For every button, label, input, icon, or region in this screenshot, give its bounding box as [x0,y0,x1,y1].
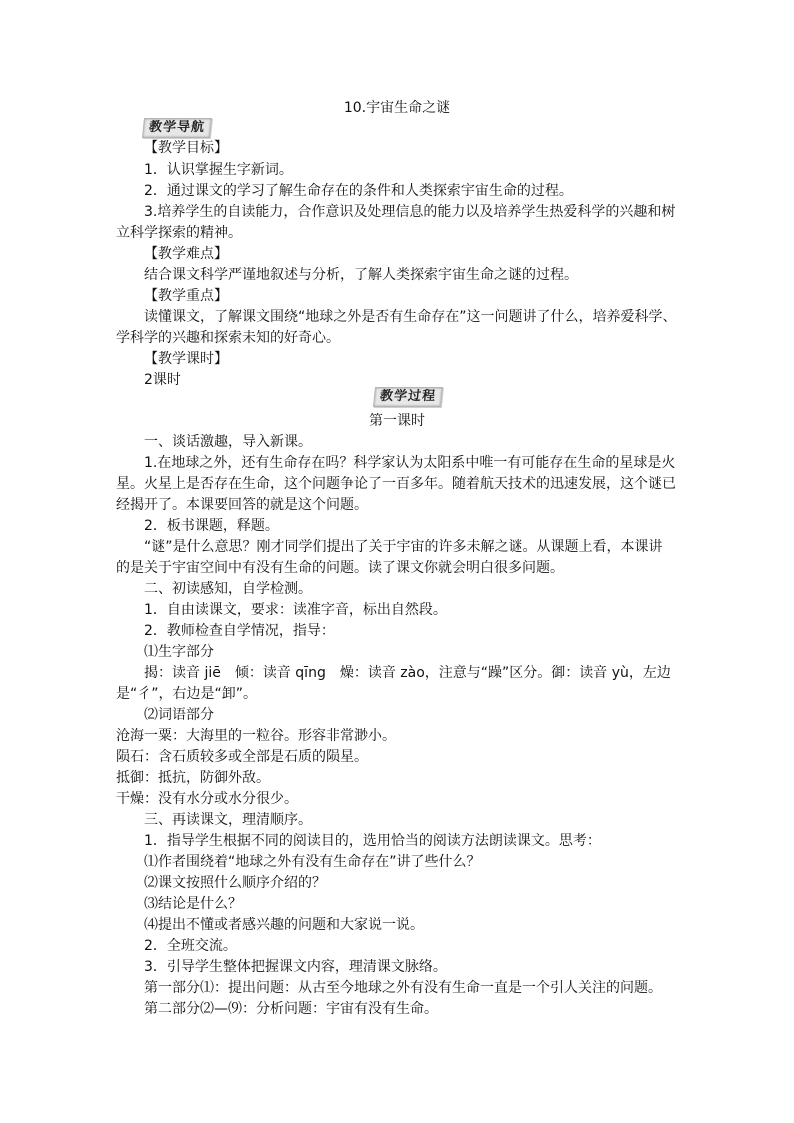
paragraph: 经揭开了。本课要回答的就是这个问题。 [116,497,368,513]
paragraph: 揭：读音 jiē 倾：读音 qīng 燥：读音 zào，注意与“躁”区分。御：读音 yù，左边 [144,665,671,681]
paragraph: 2．通过课文的学习了解生命存在的条件和人类探索宇宙生命的过程。 [144,183,573,199]
paragraph: “谜”是什么意思？刚才同学们提出了关于宇宙的许多未解之谜。从课题上看，本课讲 [144,539,663,555]
paragraph: 第二部分⑵—⑼：分析问题：宇宙有没有生命。 [144,1001,438,1017]
paragraph: 结合课文科学严谨地叙述与分析，了解人类探索宇宙生命之谜的过程。 [144,267,578,283]
document-title: 10.宇宙生命之谜 [343,100,451,116]
paragraph: 1．指导学生根据不同的阅读目的，选用恰当的阅读方法朗读课文。思考： [144,833,601,849]
paragraph: 3.培养学生的自读能力，合作意识及处理信息的能力以及培养学生热爱科学的兴趣和树 [144,204,676,220]
section-heading: 三、再读课文，理清顺序。 [144,812,312,828]
heading-key-points: 【教学重点】 [144,288,228,304]
paragraph: 1．自由读课文，要求：读准字音，标出自然段。 [144,602,447,618]
paragraph: 3．引导学生整体把握课文内容，理清课文脉络。 [144,959,447,975]
section-badge-teaching-guide: 教学导航 [142,118,212,138]
paragraph: ⑵课文按照什么顺序介绍的？ [144,875,326,891]
paragraph: ⑶结论是什么？ [144,896,242,912]
paragraph: ⑴生字部分 [144,644,214,660]
section-badge-teaching-process: 教学过程 [373,387,443,407]
paragraph: 星。火星上是否存在生命，这个问题争论了一百多年。随着航天技术的迅速发展，这个谜已 [116,476,676,492]
lesson-heading: 第一课时 [369,413,425,429]
paragraph: 干燥：没有水分或水分很少。 [116,791,298,807]
heading-difficulty: 【教学难点】 [144,246,228,262]
paragraph: 2．教师检查自学情况，指导： [144,623,335,639]
paragraph: 抵御：抵抗，防御外敌。 [116,770,270,786]
paragraph: 沧海一粟：大海里的一粒谷。形容非常渺小。 [116,728,396,744]
paragraph: 的是关于宇宙空间中有没有生命的问题。读了课文你就会明白很多问题。 [116,560,564,576]
paragraph: 2课时 [144,372,181,388]
paragraph: 1.在地球之外，还有生命存在吗？科学家认为太阳系中唯一有可能存在生命的星球是火 [144,455,676,471]
paragraph: 读懂课文，了解课文围绕“地球之外是否有生命存在”这一问题讲了什么，培养爱科学、 [144,309,677,325]
paragraph: 第一部分⑴：提出问题：从古至今地球之外有没有生命一直是一个引人关注的问题。 [144,980,662,996]
paragraph: 学科学的兴趣和探索未知的好奇心。 [116,330,340,346]
paragraph: ⑴作者围绕着“地球之外有没有生命存在”讲了些什么？ [144,854,481,870]
paragraph: 2．板书课题，释题。 [144,518,279,534]
section-heading: 一、谈话激趣，导入新课。 [144,434,312,450]
paragraph: ⑵词语部分 [144,707,214,723]
paragraph: 2．全班交流。 [144,938,237,954]
paragraph: 陨石：含石质较多或全部是石质的陨星。 [116,749,368,765]
paragraph: 1．认识掌握生字新词。 [144,162,293,178]
heading-objectives: 【教学目标】 [144,140,228,156]
paragraph: 是“彳”，右边是“卸”。 [116,686,258,702]
paragraph: ⑷提出不懂或者感兴趣的问题和大家说一说。 [144,917,424,933]
section-heading: 二、初读感知，自学检测。 [144,581,312,597]
paragraph: 立科学探索的精神。 [116,225,242,241]
heading-class-hours: 【教学课时】 [144,351,228,367]
